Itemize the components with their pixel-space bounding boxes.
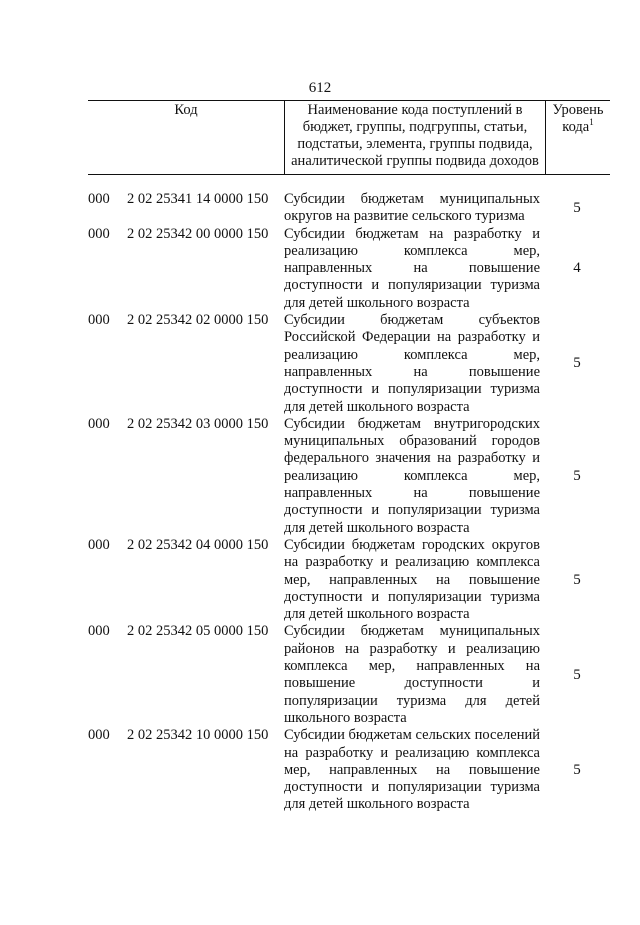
admin-code: 000 [88,623,110,640]
table-row [0,312,640,416]
code-level: 5 [573,761,581,778]
admin-code: 000 [88,225,110,242]
revenue-code: 2 02 25342 05 0000 150 [127,623,269,640]
code-level: 5 [573,571,581,588]
revenue-name: Субсидии бюджетам субъектов Российской Федерации на разработку и реализацию комплекса мер, направленных на повышение доступности и популяризации туризма для детей школьного возраста [284,312,540,415]
header-name: Наименование кода поступлений в бюджет, группы, подгруппы, статьи, подстатьи, элемента, группы подвида, аналитической группы подвида доходов [284,101,546,174]
admin-code: 000 [88,415,110,432]
table-row [0,623,640,727]
code-level: 5 [573,199,581,216]
page-number: 612 [308,80,332,96]
revenue-code: 2 02 25342 03 0000 150 [127,415,269,432]
table-row [0,537,640,623]
table-row [0,416,640,537]
admin-code: 000 [88,312,110,329]
revenue-code: 2 02 25342 04 0000 150 [127,536,269,553]
table-body [0,191,640,814]
code-level: 4 [573,260,581,277]
revenue-code: 2 02 25341 14 0000 150 [127,191,269,207]
table-row [0,191,640,226]
revenue-name: Субсидии бюджетам муниципальных районов на разработку и реализацию комплекса мер, направленных на повышение доступности и популяризации туризма для детей школьного возраста [284,623,540,726]
revenue-code: 2 02 25342 00 0000 150 [127,225,269,242]
code-level: 5 [573,666,581,683]
revenue-name: Субсидии бюджетам на разработку и реализацию комплекса мер, направленных на повышение доступности и популяризации туризма для детей школьного возраста [284,225,540,311]
admin-code: 000 [88,191,110,207]
header-level [546,101,610,174]
revenue-code: 2 02 25342 10 0000 150 [127,727,269,744]
code-level: 5 [573,467,581,484]
table-header [88,100,610,175]
header-level-label: Уровень кода [552,102,604,135]
revenue-name: Субсидии бюджетам внутригородских муниципальных образований городов федерального значения на разработку и реализацию комплекса мер, направленных на повышение доступности и популяризации туризма для детей школьного возраста [284,415,540,536]
revenue-name: Субсидии бюджетам сельских поселений на разработку и реализацию комплекса мер, направленных на повышение доступности и популяризации туризма для детей школьного возраста [284,727,540,813]
table-row [0,226,640,312]
header-code: Код [174,102,198,118]
table-row [0,727,640,813]
revenue-name: Субсидии бюджетам муниципальных округов на развитие сельского туризма [284,191,540,225]
revenue-name: Субсидии бюджетам городских округов на разработку и реализацию комплекса мер, направленных на повышение доступности и популяризации туризма для детей школьного возраста [284,536,540,623]
code-level: 5 [573,355,581,372]
admin-code: 000 [88,536,110,553]
revenue-code: 2 02 25342 02 0000 150 [127,312,269,329]
admin-code: 000 [88,727,110,744]
footnote-mark: 1 [589,117,594,127]
